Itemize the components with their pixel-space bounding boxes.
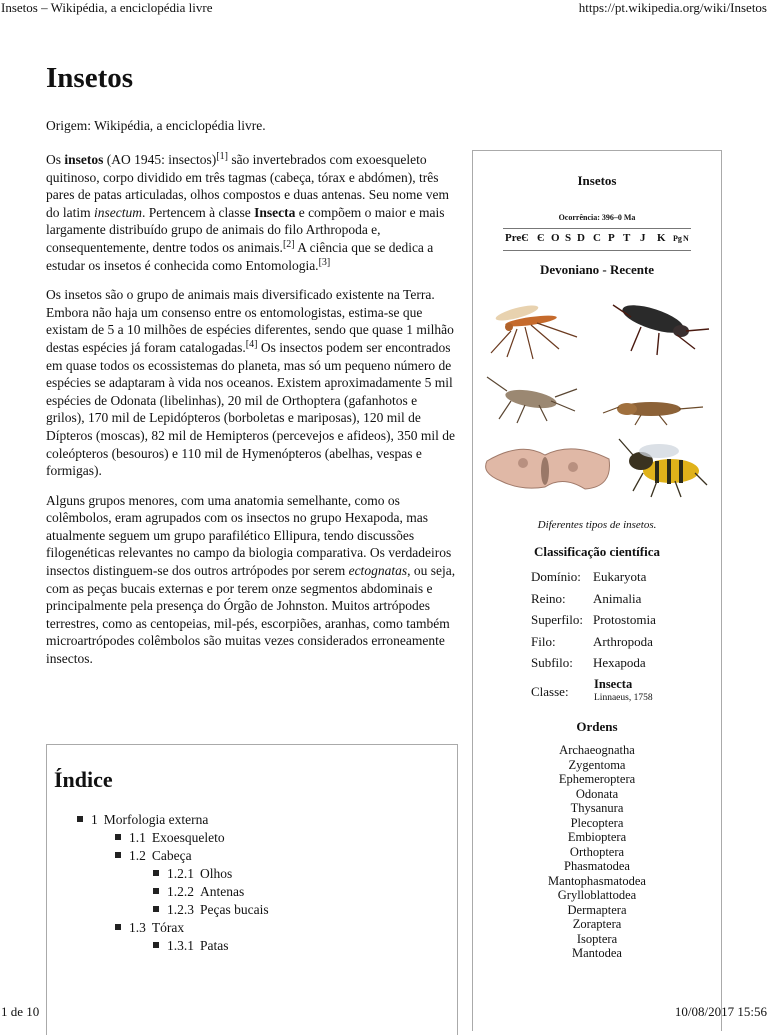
order-link[interactable]: Mantophasmatodea xyxy=(548,873,646,888)
toc-title: Índice xyxy=(54,767,113,792)
taxonomy-row: Domínio: Eukaryota xyxy=(531,569,647,584)
timeline-period[interactable]: Є xyxy=(537,232,545,244)
orders-list xyxy=(473,743,721,961)
order-link[interactable]: Zygentoma xyxy=(568,757,626,772)
occurrence-range: Ocorrência: 396–0 Ma xyxy=(558,213,636,222)
toc-item[interactable]: 1.3.1 Patas xyxy=(153,937,447,955)
toc-item[interactable]: 1.3 Tórax 1.3.1 Patas xyxy=(115,919,447,955)
toc-item[interactable]: 1.2.3 Peças bucais xyxy=(153,901,447,919)
print-header xyxy=(0,0,768,18)
timeline-period[interactable]: O xyxy=(551,232,560,244)
geologic-period: Devoniano - Recente xyxy=(539,262,655,277)
moth-icon xyxy=(486,449,610,489)
cricket-icon xyxy=(603,402,703,425)
timeline-period[interactable]: PreЄ xyxy=(505,232,529,244)
class-author[interactable]: Linnaeus, 1758 xyxy=(594,692,653,703)
order-link[interactable]: Ephemeroptera xyxy=(558,772,636,786)
reference-2[interactable]: [2] xyxy=(282,238,295,250)
order-link[interactable]: Zoraptera xyxy=(572,917,622,931)
timeline-period[interactable]: N xyxy=(683,234,689,243)
toc-item[interactable]: 1.2.2 Antenas xyxy=(153,883,447,901)
timeline-period[interactable]: T xyxy=(623,232,631,244)
taxon-link[interactable]: Protostomia xyxy=(593,612,656,627)
toc-item[interactable]: 1 Morfologia externa 1.1 Exoesqueleto 1.2 Cabeça 1.2.1 Olhos 1.2.2 Antenas 1.2.3 Peças bucais 1.3 Tórax 1.3.1 Patas xyxy=(77,811,447,955)
taxonomy-row: Reino: Animalia xyxy=(531,590,642,606)
wasp-icon xyxy=(619,439,707,497)
timeline-period[interactable]: P xyxy=(608,232,615,244)
orders-heading: Ordens xyxy=(576,719,618,734)
image-caption: Diferentes tipos de insetos. xyxy=(537,519,657,531)
order-link[interactable]: Orthoptera xyxy=(569,844,625,859)
taxon-link[interactable]: Animalia xyxy=(593,590,642,606)
weevil-icon xyxy=(613,300,709,355)
intro-paragraph-1: Os insetos (AO 1945: insectos)[1] são invertebrados com exoesqueleto quitinoso, corpo dividido em três tagmas (cabeça, tórax e abdómen), três pares de patas articuladas, olhos compostos e duas antenas. Seu nome vem do latim insectum. Pertencem à classe Insecta e compõem o maior e mais largamente distribuído grupo de animais do filo Arthropoda e, consequentemente, dentre todos os animais.[2] A ciência que se dedica a estudar os insetos é conhecida como Entomologia.[3] xyxy=(46,151,450,273)
reference-3[interactable]: [3] xyxy=(318,256,331,268)
taxonomy-row: Superfilo: Protostomia xyxy=(531,612,656,627)
page-counter: 1 de 10 xyxy=(1,1004,40,1019)
origin-note: Origem: Wikipédia, a enciclopédia livre. xyxy=(46,118,266,133)
order-link[interactable]: Mantodea xyxy=(572,946,622,960)
timeline-period[interactable]: S xyxy=(565,232,572,244)
toc-item[interactable]: 1.2 Cabeça 1.2.1 Olhos 1.2.2 Antenas 1.2.3 Peças bucais xyxy=(115,847,447,919)
timeline-period[interactable]: J xyxy=(640,232,646,244)
order-link[interactable]: Thysanura xyxy=(570,801,624,815)
class-name: Insecta xyxy=(594,676,633,691)
intro-paragraph-2: Os insetos são o grupo de animais mais diversificado existente na Terra. Embora não haja um consenso entre os entomologistas, estima-se que existam de 5 a 10 milhões de espécies diferentes, sendo que quase 1 milhão destas espécies já foram catalogadas.[4] Os insectos podem ser encontrados em quase todos os ecossistemas do planeta, mas só um pequeno número de espécies se adaptaram à vida nos oceanos. Existem aproximadamente 5 mil espécies de Odonata (libelinhas), 20 mil de Orthoptera (gafanhotos e grilos), 170 mil de Lepidópteros (borboletas e mariposas), 120 mil de Dípteros (moscas), 82 mil de Hemipteros (percevejos e afideos), 350 mil de coleópteros (besouros) e 110 mil de Hymenópteros (abelhas, vespas e formigas). xyxy=(46,287,456,479)
intro-paragraph-3: Alguns grupos menores, com uma anatomia semelhante, como os colêmbolos, eram agrupados com os insectos no grupo Hexapoda, mas atualmente seguem um grupo parafilético Ellipura, tendo discussões filogenéticas relevantes no campo da biologia comparativa. Os verdadeiros insectos distinguem-se dos outros artrópodes por serem ectognatas, ou seja, com as peças bucais externas e por terem onze segmentos abdominais e principalmente pela presença do Órgão de Johnston. Muitos artrópodes terrestres, como as centopeias, mil-pés, escorpiões, aranhas, como também microartrópodes colêmbolos são muitas vezes considerados erroneamente insectos. xyxy=(46,492,456,667)
toc-item[interactable]: 1.1 Exoesqueleto xyxy=(115,829,447,847)
order-link[interactable]: Archaeognatha xyxy=(559,743,635,757)
order-link[interactable]: Plecoptera xyxy=(570,815,624,830)
print-header-title: Insetos – Wikipédia, a enciclopédia livre xyxy=(1,0,213,15)
timeline-period[interactable]: Pg xyxy=(673,234,682,243)
reference-1[interactable]: [1] xyxy=(216,151,228,162)
taxonomy-table xyxy=(531,566,721,708)
taxonomy-row: Subfilo: Hexapoda xyxy=(531,655,646,670)
order-link[interactable]: Phasmatodea xyxy=(564,859,630,873)
article-body xyxy=(46,151,458,680)
print-footer xyxy=(0,1006,768,1024)
taxobox xyxy=(472,150,722,1031)
table-of-contents xyxy=(46,744,458,1035)
print-header-url[interactable]: https://pt.wikipedia.org/wiki/Insetos xyxy=(578,0,767,15)
order-link[interactable]: Odonata xyxy=(575,786,619,801)
reference-4[interactable]: [4] xyxy=(245,338,258,350)
order-link[interactable]: Dermaptera xyxy=(567,902,627,917)
order-link[interactable]: Embioptera xyxy=(567,830,627,844)
taxonomy-row: Filo: Arthropoda xyxy=(531,633,653,649)
print-timestamp: 10/08/2017 15:56 xyxy=(674,1004,767,1019)
order-link[interactable]: Isoptera xyxy=(576,931,618,946)
taxobox-title: Insetos xyxy=(577,173,617,188)
taxon-link[interactable]: Eukaryota xyxy=(593,569,647,584)
toc-item[interactable]: 1.2.1 Olhos xyxy=(153,865,447,883)
classification-heading: Classificação científica xyxy=(534,544,660,559)
taxon-link[interactable]: Hexapoda xyxy=(593,655,646,670)
fly-icon xyxy=(491,302,577,359)
taxon-link[interactable]: Arthropoda xyxy=(593,633,653,649)
geologic-timeline xyxy=(503,228,691,251)
bug-icon xyxy=(487,377,577,423)
timeline-period[interactable]: K xyxy=(657,232,666,244)
insects-collage-image[interactable] xyxy=(481,291,713,505)
page-title: Insetos xyxy=(46,62,134,94)
timeline-period[interactable]: D xyxy=(577,232,585,244)
timeline-period[interactable]: C xyxy=(593,232,601,244)
order-link[interactable]: Grylloblattodea xyxy=(557,888,637,902)
taxonomy-row-class: Classe: Insecta Linnaeus, 1758 xyxy=(531,676,653,703)
